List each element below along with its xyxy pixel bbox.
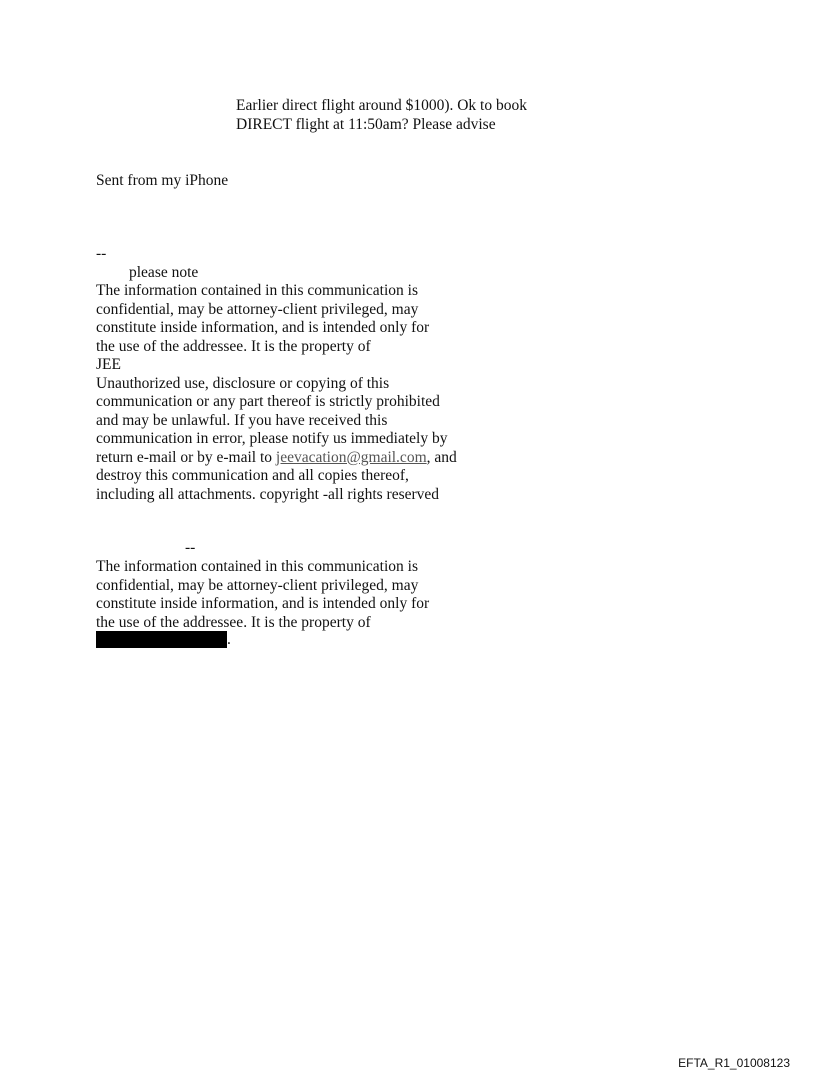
disclaimer-line: constitute inside information, and is intended only for (96, 319, 430, 336)
trailing-period: . (227, 631, 231, 648)
disclaimer-line: confidential, may be attorney-client privileged, may (96, 300, 419, 318)
disclaimer-line: constitute inside information, and is intended only for (96, 595, 430, 612)
quoted-line-1: Earlier direct flight around $1000). Ok to book (236, 97, 527, 114)
email-signature: Sent from my iPhone (96, 172, 229, 189)
disclaimer-line: Unauthorized use, disclosure or copying of this (96, 374, 390, 392)
disclaimer-line: confidential, may be attorney-client privileged, may (96, 576, 419, 594)
document-id: EFTA_R1_01008123 (678, 1056, 790, 1070)
separator-1: -- (96, 245, 107, 262)
quoted-line-2: DIRECT flight at 11:50am? Please advise (236, 116, 496, 133)
disclaimer-email-line (96, 449, 457, 468)
disclaimer-line: the use of the addressee. It is the property of (96, 337, 371, 355)
disclaimer-heading: please note (129, 264, 199, 281)
disclaimer-line: The information contained in this communication is (96, 282, 418, 299)
email-link[interactable]: jeevacation@gmail.com (275, 448, 427, 466)
email-line-prefix: return e-mail or by e-mail to (96, 448, 276, 466)
disclaimer-line: communication in error, please notify us immediately by (96, 430, 448, 447)
redaction-box (96, 631, 227, 648)
disclaimer-line: JEE (96, 356, 121, 373)
disclaimer-line: the use of the addressee. It is the property of (96, 613, 371, 631)
disclaimer-1-body (96, 282, 457, 504)
disclaimer-line: including all attachments. copyright -all rights reserved (96, 485, 440, 503)
disclaimer-line: The information contained in this communication is (96, 558, 418, 575)
disclaimer-line: communication or any part thereof is strictly prohibited (96, 393, 440, 410)
disclaimer-2-body (96, 558, 429, 632)
email-line-suffix: , and (426, 448, 457, 466)
separator-2: -- (185, 539, 196, 556)
disclaimer-line: and may be unlawful. If you have received this (96, 411, 388, 429)
disclaimer-line: destroy this communication and all copies thereof, (96, 467, 409, 484)
